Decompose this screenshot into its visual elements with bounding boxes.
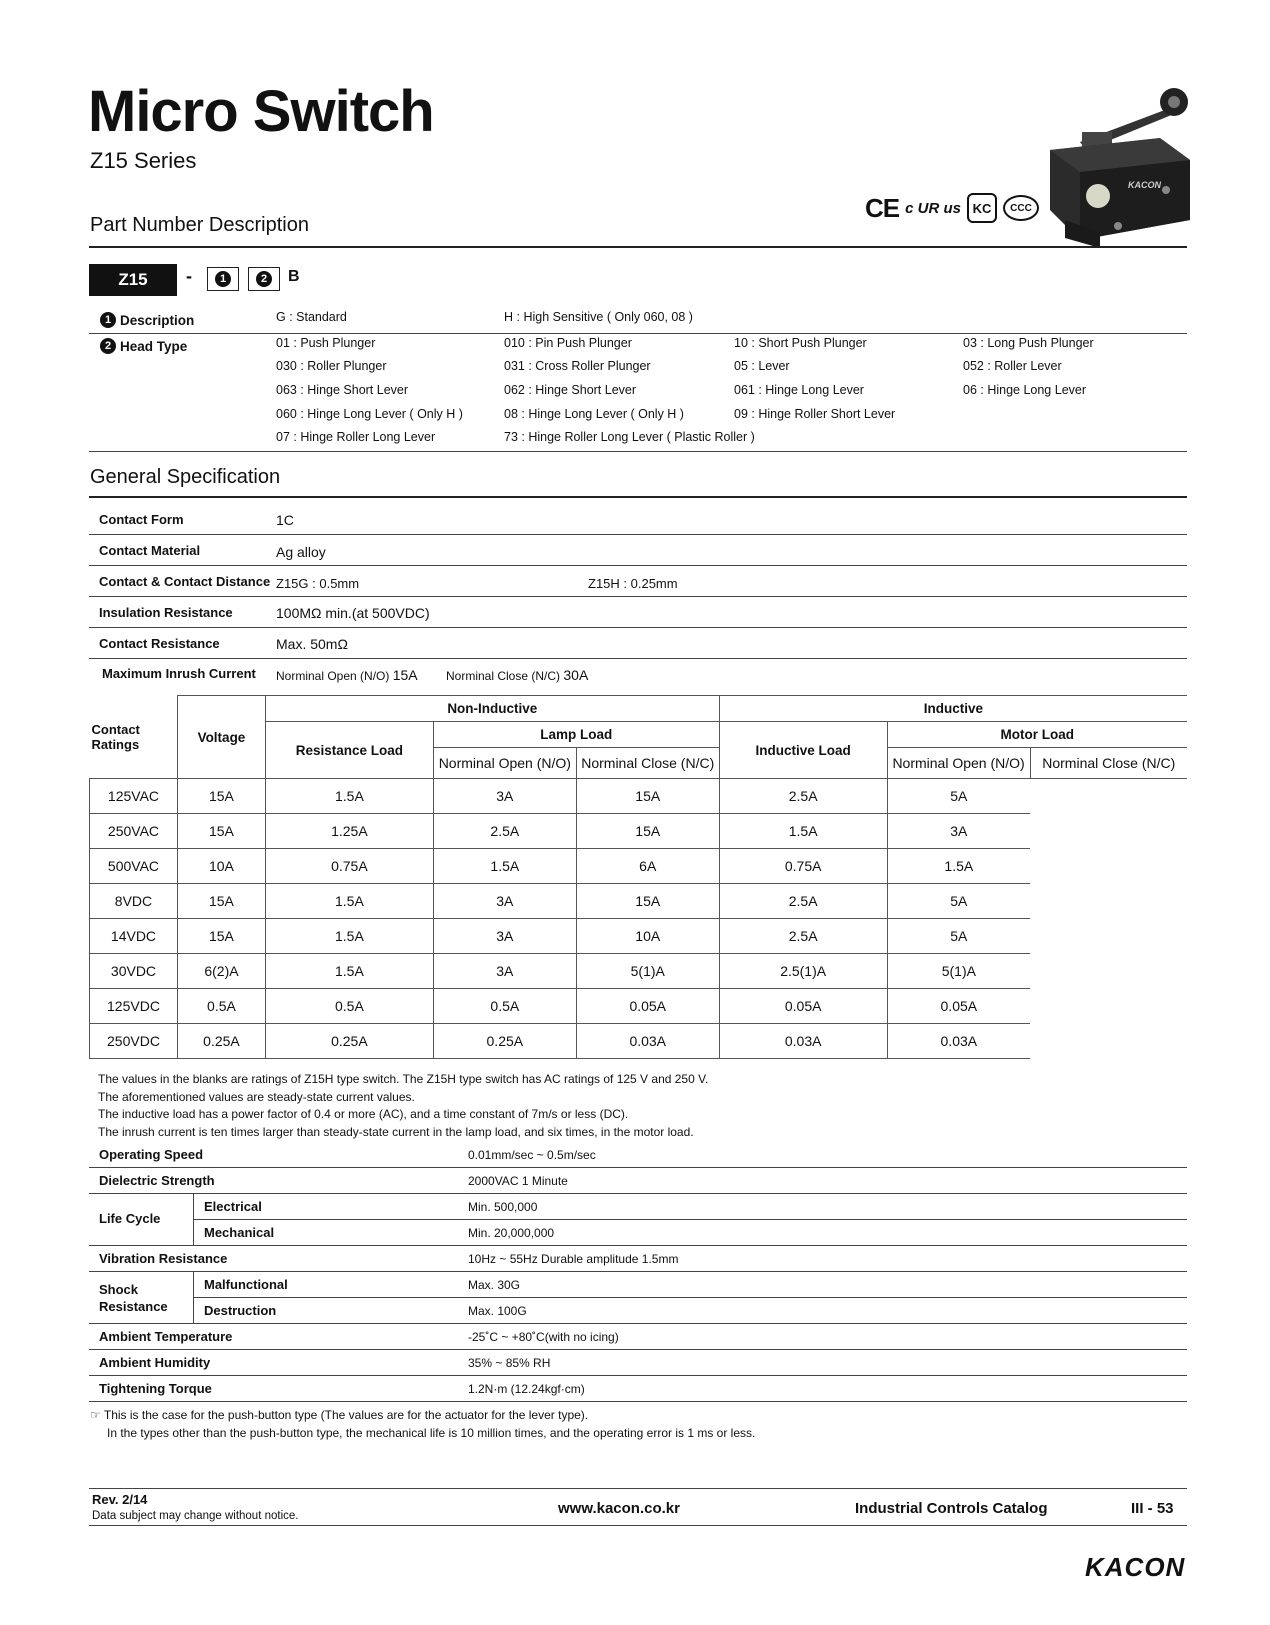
- contact-ratings-table: [89, 695, 1187, 1059]
- head-type-option: 10 : Short Push Plunger: [734, 336, 867, 350]
- general-spec-section-title: General Specification: [90, 466, 281, 488]
- motor-nc-header: Norminal Close (N/C): [1030, 748, 1187, 779]
- rating-cell: 15A: [177, 814, 265, 849]
- divider: [89, 246, 1187, 248]
- rating-cell: 3A: [433, 884, 576, 919]
- footer-divider-top: [89, 1488, 1187, 1489]
- inductive-load-header: Inductive Load: [719, 722, 887, 779]
- destruction-value: Max. 100G: [468, 1304, 527, 1318]
- rating-cell: 0.25A: [265, 1024, 433, 1059]
- revision: Rev. 2/14: [92, 1492, 148, 1507]
- destruction-label: Destruction: [204, 1303, 277, 1318]
- rating-cell: 15A: [177, 884, 265, 919]
- voltage-cell: 500VAC: [90, 849, 178, 884]
- head-type-label: Head Type: [120, 338, 188, 354]
- head-type-option: 06 : Hinge Long Lever: [963, 383, 1087, 397]
- divider: [89, 1401, 1187, 1402]
- divider: [193, 1297, 1187, 1298]
- divider: [89, 496, 1187, 498]
- part-number-suffix: B: [288, 268, 300, 285]
- ce-mark-icon: CE: [865, 192, 900, 223]
- description-value: G : Standard: [276, 310, 347, 324]
- contact-resistance-value: Max. 50mΩ: [276, 636, 348, 652]
- contact-distance-value-g: Z15G : 0.5mm: [276, 576, 360, 591]
- rating-cell: 0.25A: [177, 1024, 265, 1059]
- mechanical-life-value: Min. 20,000,000: [468, 1226, 555, 1240]
- description-label: Description: [120, 312, 195, 328]
- rating-cell: 0.5A: [433, 989, 576, 1024]
- operating-speed-value: 0.01mm/sec ~ 0.5m/sec: [468, 1148, 596, 1162]
- head-type-option: 062 : Hinge Short Lever: [504, 383, 637, 397]
- rating-cell: 15A: [576, 814, 719, 849]
- ul-mark-icon: c UR us: [905, 199, 961, 217]
- note-line: The values in the blanks are ratings of Z15H type switch. The Z15H type switch has AC ratings of 125 V and 250 V.: [98, 1072, 709, 1086]
- voltage-cell: 250VAC: [90, 814, 178, 849]
- inrush-open: [276, 667, 418, 683]
- inrush-close-value: 30A: [563, 667, 589, 683]
- marker-2-icon: 2: [100, 338, 116, 354]
- lamp-load-header: Lamp Load: [433, 722, 719, 748]
- head-type-option: 03 : Long Push Plunger: [963, 336, 1094, 350]
- ambient-humidity-value: 35% ~ 85% RH: [468, 1356, 551, 1370]
- rating-cell: 5A: [887, 779, 1030, 814]
- tightening-torque-label: Tightening Torque: [99, 1381, 212, 1396]
- head-type-option: 08 : Hinge Long Lever ( Only H ): [504, 407, 684, 421]
- rating-cell: 3A: [433, 779, 576, 814]
- head-type-option: 063 : Hinge Short Lever: [276, 383, 409, 397]
- head-type-option: 060 : Hinge Long Lever ( Only H ): [276, 407, 463, 421]
- rating-cell: 10A: [177, 849, 265, 884]
- vibration-resistance-label: Vibration Resistance: [99, 1251, 228, 1266]
- rating-cell: 1.25A: [265, 814, 433, 849]
- contact-distance-value-h: Z15H : 0.25mm: [588, 576, 678, 591]
- ambient-temperature-value: -25˚C ~ +80˚C(with no icing): [468, 1330, 619, 1344]
- rating-cell: 0.05A: [719, 989, 887, 1024]
- head-type-option: 01 : Push Plunger: [276, 336, 376, 350]
- rating-cell: 1.5A: [719, 814, 887, 849]
- dielectric-strength-label: Dielectric Strength: [99, 1173, 215, 1188]
- rating-cell: 15A: [576, 884, 719, 919]
- vibration-resistance-value: 10Hz ~ 55Hz Durable amplitude 1.5mm: [468, 1252, 679, 1266]
- head-type-option: 061 : Hinge Long Lever: [734, 383, 864, 397]
- divider: [193, 1193, 194, 1245]
- contact-material-value: Ag alloy: [276, 544, 326, 560]
- rating-cell: 10A: [576, 919, 719, 954]
- inrush-current-label: Maximum Inrush Current: [102, 666, 256, 681]
- head-type-option: 09 : Hinge Roller Short Lever: [734, 407, 896, 421]
- life-cycle-label: Life Cycle: [99, 1211, 161, 1226]
- head-type-option: 05 : Lever: [734, 359, 790, 373]
- divider: [89, 596, 1187, 597]
- contact-form-label: Contact Form: [99, 512, 184, 527]
- description-label-group: [100, 312, 194, 328]
- divider: [89, 565, 1187, 566]
- part-number-slot-2: [248, 267, 280, 291]
- contact-resistance-label: Contact Resistance: [99, 636, 220, 651]
- voltage-cell: 14VDC: [90, 919, 178, 954]
- divider: [193, 1271, 194, 1323]
- inrush-open-label: Norminal Open (N/O): [276, 669, 390, 683]
- part-number-prefix: Z15: [89, 264, 177, 296]
- rating-cell: 1.5A: [265, 779, 433, 814]
- contact-distance-label: Contact & Contact Distance: [99, 574, 271, 589]
- rating-cell: 0.03A: [576, 1024, 719, 1059]
- rating-cell: 0.5A: [265, 989, 433, 1024]
- website-link[interactable]: www.kacon.co.kr: [558, 1500, 680, 1517]
- voltage-header: Voltage: [177, 696, 265, 779]
- ccc-mark-icon: CCC: [1003, 195, 1039, 221]
- note-line: The inrush current is ten times larger than steady-state current in the lamp load, and six times, in the motor load.: [98, 1124, 694, 1139]
- divider: [89, 1193, 1187, 1194]
- shock-resistance-label: Shock Resistance: [99, 1282, 168, 1314]
- svg-text:KACON: KACON: [1128, 180, 1161, 190]
- rating-cell: 1.5A: [265, 884, 433, 919]
- rating-cell: 6A: [576, 849, 719, 884]
- rating-cell: 15A: [177, 779, 265, 814]
- voltage-cell: 30VDC: [90, 954, 178, 989]
- rating-cell: 2.5A: [433, 814, 576, 849]
- insulation-resistance-value: 100MΩ min.(at 500VDC): [276, 605, 430, 621]
- ratings-notes: [98, 1071, 708, 1141]
- mechanical-label: Mechanical: [204, 1225, 275, 1240]
- table-row: [90, 919, 1188, 954]
- contact-material-label: Contact Material: [99, 543, 201, 558]
- note-line: The inductive load has a power factor of 0.4 or more (AC), and a time constant of 7m/s or less (DC).: [98, 1107, 629, 1121]
- note-line: The aforementioned values are steady-state current values.: [98, 1089, 415, 1104]
- rating-cell: 5(1)A: [887, 954, 1030, 989]
- head-type-label-group: [100, 338, 187, 354]
- divider: [89, 333, 1187, 334]
- rating-cell: 0.5A: [177, 989, 265, 1024]
- kc-mark-icon: KC: [967, 193, 997, 223]
- rating-cell: 0.03A: [887, 1024, 1030, 1059]
- lamp-nc-header: Norminal Close (N/C): [576, 748, 719, 779]
- footnote-line-1: ☞ This is the case for the push-button type (The values are for the actuator for the lever type).: [90, 1408, 589, 1422]
- marker-1-icon: 1: [215, 271, 231, 287]
- table-row: [90, 954, 1188, 989]
- table-row: [90, 849, 1188, 884]
- voltage-cell: 125VAC: [90, 779, 178, 814]
- rating-cell: 15A: [177, 919, 265, 954]
- part-number-slot-1: [207, 267, 239, 291]
- marker-2-icon: 2: [256, 271, 272, 287]
- rating-cell: 0.05A: [887, 989, 1030, 1024]
- rating-cell: 3A: [433, 919, 576, 954]
- rating-cell: 0.03A: [719, 1024, 887, 1059]
- table-row: [90, 1024, 1188, 1059]
- footer-divider-bottom: [89, 1525, 1187, 1526]
- head-type-option: 010 : Pin Push Plunger: [504, 336, 632, 350]
- inrush-open-value: 15A: [392, 667, 418, 683]
- rating-cell: 5(1)A: [576, 954, 719, 989]
- rating-cell: 1.5A: [887, 849, 1030, 884]
- rating-cell: 3A: [887, 814, 1030, 849]
- rating-cell: 1.5A: [433, 849, 576, 884]
- page-subtitle: Z15 Series: [90, 148, 197, 173]
- certification-marks: [865, 193, 1039, 223]
- non-inductive-header: Non-Inductive: [265, 696, 719, 722]
- motor-load-header: Motor Load: [887, 722, 1187, 748]
- head-type-option: 052 : Roller Lever: [963, 359, 1062, 373]
- description-value: H : High Sensitive ( Only 060, 08 ): [504, 310, 693, 324]
- divider: [89, 534, 1187, 535]
- table-row: [90, 814, 1188, 849]
- malfunctional-label: Malfunctional: [204, 1277, 288, 1292]
- contact-ratings-label: Contact Ratings: [90, 696, 178, 779]
- operating-speed-label: Operating Speed: [99, 1147, 204, 1162]
- head-type-option: 07 : Hinge Roller Long Lever: [276, 430, 436, 444]
- head-type-option: 73 : Hinge Roller Long Lever ( Plastic Roller ): [504, 430, 755, 444]
- tightening-torque-value: 1.2N·m (12.24kgf·cm): [468, 1382, 585, 1396]
- table-row: [90, 989, 1188, 1024]
- inrush-close-label: Norminal Close (N/C): [446, 669, 561, 683]
- voltage-cell: 125VDC: [90, 989, 178, 1024]
- micro-switch-product-image: [1040, 80, 1200, 250]
- head-type-option: 030 : Roller Plunger: [276, 359, 387, 373]
- marker-1-icon: 1: [100, 312, 116, 328]
- resistance-load-header: Resistance Load: [265, 722, 433, 779]
- rating-cell: 0.05A: [576, 989, 719, 1024]
- divider: [89, 1167, 1187, 1168]
- rating-cell: 2.5A: [719, 779, 887, 814]
- rating-cell: 0.25A: [433, 1024, 576, 1059]
- rating-cell: 1.5A: [265, 919, 433, 954]
- part-number-section-title: Part Number Description: [90, 214, 309, 236]
- divider: [89, 1375, 1187, 1376]
- motor-no-header: Norminal Open (N/O): [887, 748, 1030, 779]
- rating-cell: 2.5A: [719, 919, 887, 954]
- table-row: [90, 779, 1188, 814]
- rating-cell: 0.75A: [265, 849, 433, 884]
- dielectric-strength-value: 2000VAC 1 Minute: [468, 1174, 568, 1188]
- rating-cell: 2.5(1)A: [719, 954, 887, 989]
- divider: [89, 658, 1187, 659]
- page-number: III - 53: [1131, 1500, 1174, 1517]
- electrical-label: Electrical: [204, 1199, 262, 1214]
- divider: [89, 1323, 1187, 1324]
- rating-cell: 3A: [433, 954, 576, 989]
- ambient-humidity-label: Ambient Humidity: [99, 1355, 211, 1370]
- footnote-line-2: In the types other than the push-button type, the mechanical life is 10 million times, and the operating error is 1 ms or less.: [107, 1426, 756, 1440]
- page-title: Micro Switch: [88, 79, 434, 144]
- divider: [89, 627, 1187, 628]
- divider: [89, 1349, 1187, 1350]
- rating-cell: 2.5A: [719, 884, 887, 919]
- inductive-header: Inductive: [719, 696, 1187, 722]
- rating-cell: 0.75A: [719, 849, 887, 884]
- inrush-close: [446, 667, 588, 683]
- rating-cell: 6(2)A: [177, 954, 265, 989]
- disclaimer: Data subject may change without notice.: [92, 1510, 299, 1522]
- rating-cell: 15A: [576, 779, 719, 814]
- insulation-resistance-label: Insulation Resistance: [99, 605, 233, 620]
- divider: [89, 1245, 1187, 1246]
- lamp-no-header: Norminal Open (N/O): [433, 748, 576, 779]
- table-row: [90, 884, 1188, 919]
- electrical-life-value: Min. 500,000: [468, 1200, 538, 1214]
- catalog-name: Industrial Controls Catalog: [855, 1500, 1048, 1517]
- ambient-temperature-label: Ambient Temperature: [99, 1329, 233, 1344]
- malfunctional-value: Max. 30G: [468, 1278, 521, 1292]
- divider: [193, 1219, 1187, 1220]
- rating-cell: 5A: [887, 919, 1030, 954]
- rating-cell: 1.5A: [265, 954, 433, 989]
- divider: [89, 451, 1187, 452]
- divider: [89, 1271, 1187, 1272]
- contact-form-value: 1C: [276, 512, 294, 528]
- part-number-dash: -: [186, 266, 192, 286]
- kacon-logo: KACON: [1085, 1552, 1186, 1582]
- head-type-option: 031 : Cross Roller Plunger: [504, 359, 651, 373]
- rating-cell: 5A: [887, 884, 1030, 919]
- voltage-cell: 250VDC: [90, 1024, 178, 1059]
- voltage-cell: 8VDC: [90, 884, 178, 919]
